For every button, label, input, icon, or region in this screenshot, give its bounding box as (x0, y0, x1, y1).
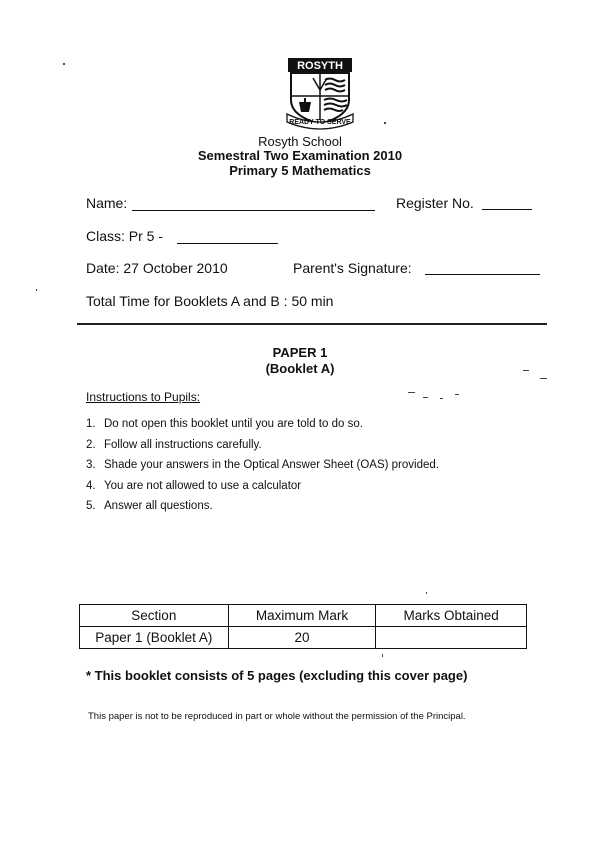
instruction-item (86, 497, 439, 518)
reproduction-notice: This paper is not to be reproduced in part or whole without the permission of the Principal. (88, 711, 466, 722)
cell-maximum-mark: 20 (228, 627, 376, 649)
instruction-text: Shade your answers in the Optical Answer Sheet (OAS) provided. (104, 459, 439, 471)
name-blank[interactable] (132, 210, 375, 211)
exam-title: Semestral Two Examination 2010 (197, 148, 403, 163)
header-section: Section (80, 605, 229, 627)
scan-speck (540, 378, 547, 379)
class-blank[interactable] (177, 243, 278, 244)
paper-heading: PAPER 1 (272, 345, 328, 360)
instruction-number: 1. (86, 418, 96, 430)
parent-signature-blank[interactable] (425, 274, 540, 275)
scan-speck (523, 370, 529, 371)
instructions-list (86, 415, 439, 518)
scan-speck (36, 289, 37, 291)
register-number-label: Register No. (396, 195, 474, 211)
scan-speck (423, 397, 428, 398)
instruction-text: Do not open this booklet until you are told to do so. (104, 418, 363, 430)
date-text: Date: 27 October 2010 (86, 260, 228, 276)
parent-signature-label: Parent's Signature: (293, 260, 412, 276)
crest-title-text: ROSYTH (297, 60, 343, 72)
scan-speck (384, 122, 386, 124)
school-name: Rosyth School (258, 134, 342, 149)
instruction-number: 5. (86, 500, 96, 512)
booklet-page-note: * This booklet consists of 5 pages (excluding this cover page) (86, 668, 468, 683)
total-time-text: Total Time for Booklets A and B : 50 min (86, 293, 334, 309)
instruction-number: 3. (86, 459, 96, 471)
name-label: Name: (86, 195, 128, 211)
scan-speck (440, 398, 443, 399)
instruction-text: Follow all instructions carefully. (104, 438, 262, 451)
register-number-blank[interactable] (482, 209, 532, 210)
instruction-number: 2. (86, 438, 96, 451)
instruction-item (86, 436, 439, 457)
paper-subject: Primary 5 Mathematics (229, 163, 371, 178)
scan-speck (455, 394, 459, 395)
instruction-text: You are not allowed to use a calculator (104, 479, 302, 492)
header-maximum-mark: Maximum Mark (228, 605, 376, 627)
class-label: Class: Pr 5 - (86, 228, 164, 244)
scan-speck (408, 392, 415, 393)
scan-speck (63, 63, 65, 65)
instruction-item (86, 477, 439, 498)
instruction-item (86, 415, 439, 436)
marks-table-header-row (80, 605, 527, 627)
booklet-heading: (Booklet A) (265, 361, 335, 376)
school-crest-logo (283, 56, 357, 130)
instruction-number: 4. (86, 479, 96, 492)
instructions-heading: Instructions to Pupils: (86, 390, 201, 404)
instruction-text: Answer all questions. (104, 500, 213, 512)
table-row (80, 627, 527, 649)
marks-table (79, 604, 527, 649)
cell-section: Paper 1 (Booklet A) (80, 627, 229, 649)
section-divider (77, 323, 547, 325)
crest-motto-text: READY TO SERVE (289, 119, 351, 126)
scan-speck (382, 654, 383, 657)
cell-marks-obtained[interactable] (376, 627, 527, 649)
instruction-item (86, 456, 439, 477)
header-marks-obtained: Marks Obtained (376, 605, 527, 627)
scan-speck (426, 592, 427, 594)
